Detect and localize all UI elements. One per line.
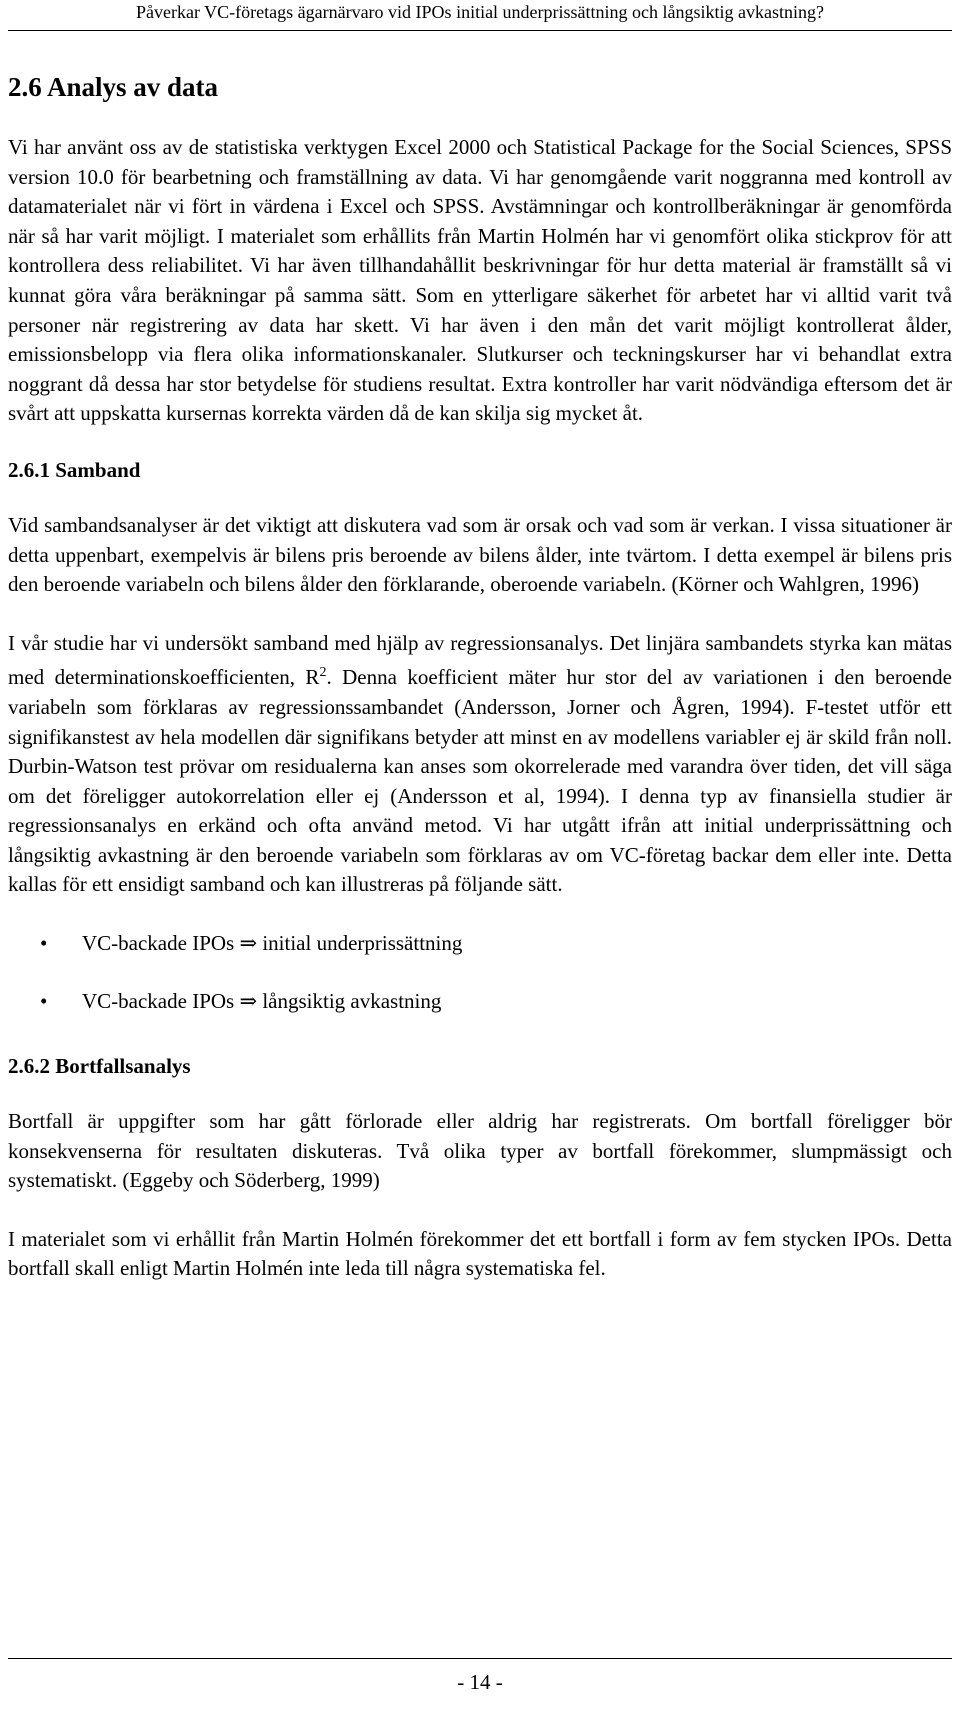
bullet-left: VC-backade IPOs bbox=[82, 931, 235, 956]
paragraph-samband-2-text-a: I vår studie har vi undersökt samband med hjälp av regressionsanalys. Det linjära sambandets styrka kan mätas med determinationskoefficienten, R bbox=[8, 630, 952, 690]
bullet-icon: • bbox=[40, 931, 48, 956]
page-content bbox=[8, 64, 952, 1313]
section-heading: 2.6 Analys av data bbox=[8, 72, 219, 102]
running-header: Påverkar VC-företags ägarnärvaro vid IPOs initial underprissättning och långsiktig avkastning? bbox=[136, 2, 824, 22]
implies-arrow-icon: ⇒ bbox=[239, 931, 258, 956]
paragraph-bortfall-1: Bortfall är uppgifter som har gått förlorade eller aldrig har registrerats. Om bortfall föreligger bör konsekvenserna för resultaten diskuteras. Två olika typer av bortfall förekommer, slumpmässigt och systematiskt. (Eggeby och Söderberg, 1999) bbox=[8, 1109, 952, 1193]
subsection-heading-samband: 2.6.1 Samband bbox=[8, 457, 141, 482]
bullet-right: initial underprissättning bbox=[262, 931, 463, 956]
implies-arrow-icon: ⇒ bbox=[239, 989, 258, 1014]
paragraph-samband-2-text-b: . Denna koefficient mäter hur stor del av variationen i den beroende variabeln som förklaras av regressionssambandet (Andersson, Jorner och Ågren, 1994). F-testet utför ett signifikanstest av hela modellen där signifikans betyder att minst en av modellens variabler ej är skild från noll. Durbin-Watson test prövar om residualerna kan anses som okorrelerade med varandra över tiden, det vill säga om det föreligger autokorrelation eller ej (Andersson et al, 1994). I denna typ av finansiella studier är regressionsanalys en erkänd och ofta använd metod. Vi har utgått ifrån att initial underprissättning och långsiktig avkastning är den beroende variabeln som förklaras av om VC-företag backar dem eller inte. Detta kallas för ett ensidigt samband och kan illustreras på följande sätt. bbox=[8, 665, 953, 897]
list-item bbox=[8, 987, 952, 1016]
subsection-heading-bortfall: 2.6.2 Bortfallsanalys bbox=[8, 1054, 191, 1079]
paragraph-bortfall-2: I materialet som vi erhållit från Martin Holmén förekommer det ett bortfall i form av fem stycken IPOs. Detta bortfall skall enligt Martin Holmén inte leda till några systematiska fel. bbox=[8, 1226, 952, 1281]
paragraph-samband-1: Vid sambandsanalyser är det viktigt att diskutera vad som är orsak och vad som är verkan. I vissa situationer är detta uppenbart, exempelvis är bilens pris beroende av bilens ålder, inte tvärtom. I detta exempel är bilens pris den beroende variabeln och bilens ålder den förklarande, oberoende variabeln. (Körner och Wahlgren, 1996) bbox=[8, 512, 952, 597]
bullet-icon: • bbox=[40, 989, 48, 1014]
footer-rule bbox=[8, 1658, 952, 1659]
bullet-list bbox=[8, 929, 952, 1016]
paragraph-analysis: Vi har använt oss av de statistiska verktygen Excel 2000 och Statistical Package for the Social Sciences, SPSS version 10.0 för bearbetning och framställning av data. Vi har genomgående varit noggranna med kontroll av datamaterialet när vi fört in värdena i Excel och SPSS. Avstämningar och kontrollberäkningar är genomförda när så har varit möjligt. I materialet som erhållits från Martin Holmén har vi genomfört olika stickprov för att kontrollera dess reliabilitet. Vi har även tillhandahållit beskrivningar för hur detta material är framställt så vi kunnat göra våra beräkningar på samma sätt. Som en ytterligare säkerhet för arbetet har vi alltid varit två personer när registrering av data har skett. Vi har även i den mån det varit möjligt kontrollerat ålder, emissionsbelopp via flera olika informationskanaler. Slutkurser och teckningskurser har vi behandlat extra noggrant då dessa har stor betydelse för studiens resultat. Extra kontroller har varit nödvändiga eftersom det är svårt att uppskatta kursernas korrekta värden då de kan skilja sig mycket åt. bbox=[8, 135, 952, 426]
header-rule bbox=[8, 30, 952, 31]
bullet-left: VC-backade IPOs bbox=[82, 989, 235, 1014]
bullet-right: långsiktig avkastning bbox=[262, 989, 442, 1014]
paragraph-samband-2 bbox=[8, 629, 952, 900]
list-item bbox=[8, 929, 952, 958]
page-number: - 14 - bbox=[457, 1670, 503, 1694]
superscript-two: 2 bbox=[319, 665, 327, 681]
